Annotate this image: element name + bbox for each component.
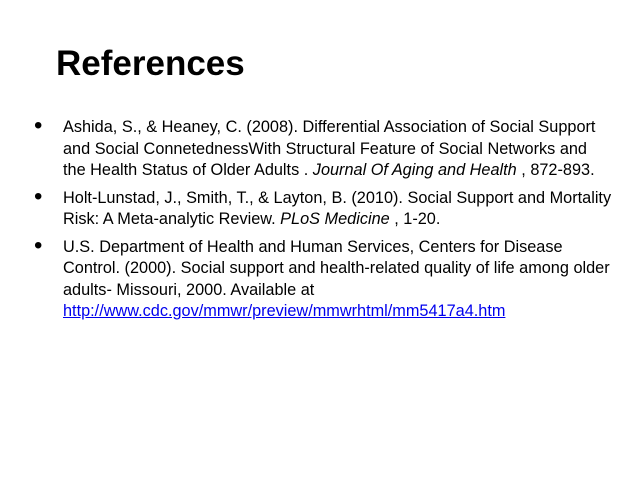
reference-text [63, 117, 614, 182]
bullet-icon: • [34, 231, 43, 259]
reference-citation: Ashida, S., & Heaney, C. (2008). Differential Association of Social Support and Social ConnetednessWith Structural Feature of Social Networks and the Health Status of Older Adults . [63, 118, 596, 179]
reference-list [34, 112, 614, 329]
reference-text [63, 188, 614, 231]
bullet-icon: • [34, 112, 43, 139]
reference-pages: , 872-893. [516, 161, 595, 179]
reference-item [34, 182, 614, 231]
reference-text [63, 237, 614, 323]
reference-citation: U.S. Department of Health and Human Services, Centers for Disease Control. (2000). Social support and health-related quality of life among older adults- Missouri, 2000. Available at [63, 237, 610, 299]
slide-title: References [56, 44, 245, 83]
reference-link[interactable]: http://www.cdc.gov/mmwr/preview/mmwrhtml/mm5417a4.htm [63, 302, 506, 320]
bullet-icon: • [34, 182, 43, 210]
reference-citation: Holt-Lunstad, J., Smith, T., & Layton, B. (2010). Social Support and Mortality Risk: A Meta-analytic Review. [63, 188, 612, 228]
reference-pages: , 1-20. [389, 210, 441, 228]
reference-item [34, 112, 614, 182]
journal-title: PLoS Medicine [280, 210, 390, 228]
journal-title: Journal Of Aging and Health [312, 161, 517, 179]
reference-item [34, 231, 614, 323]
